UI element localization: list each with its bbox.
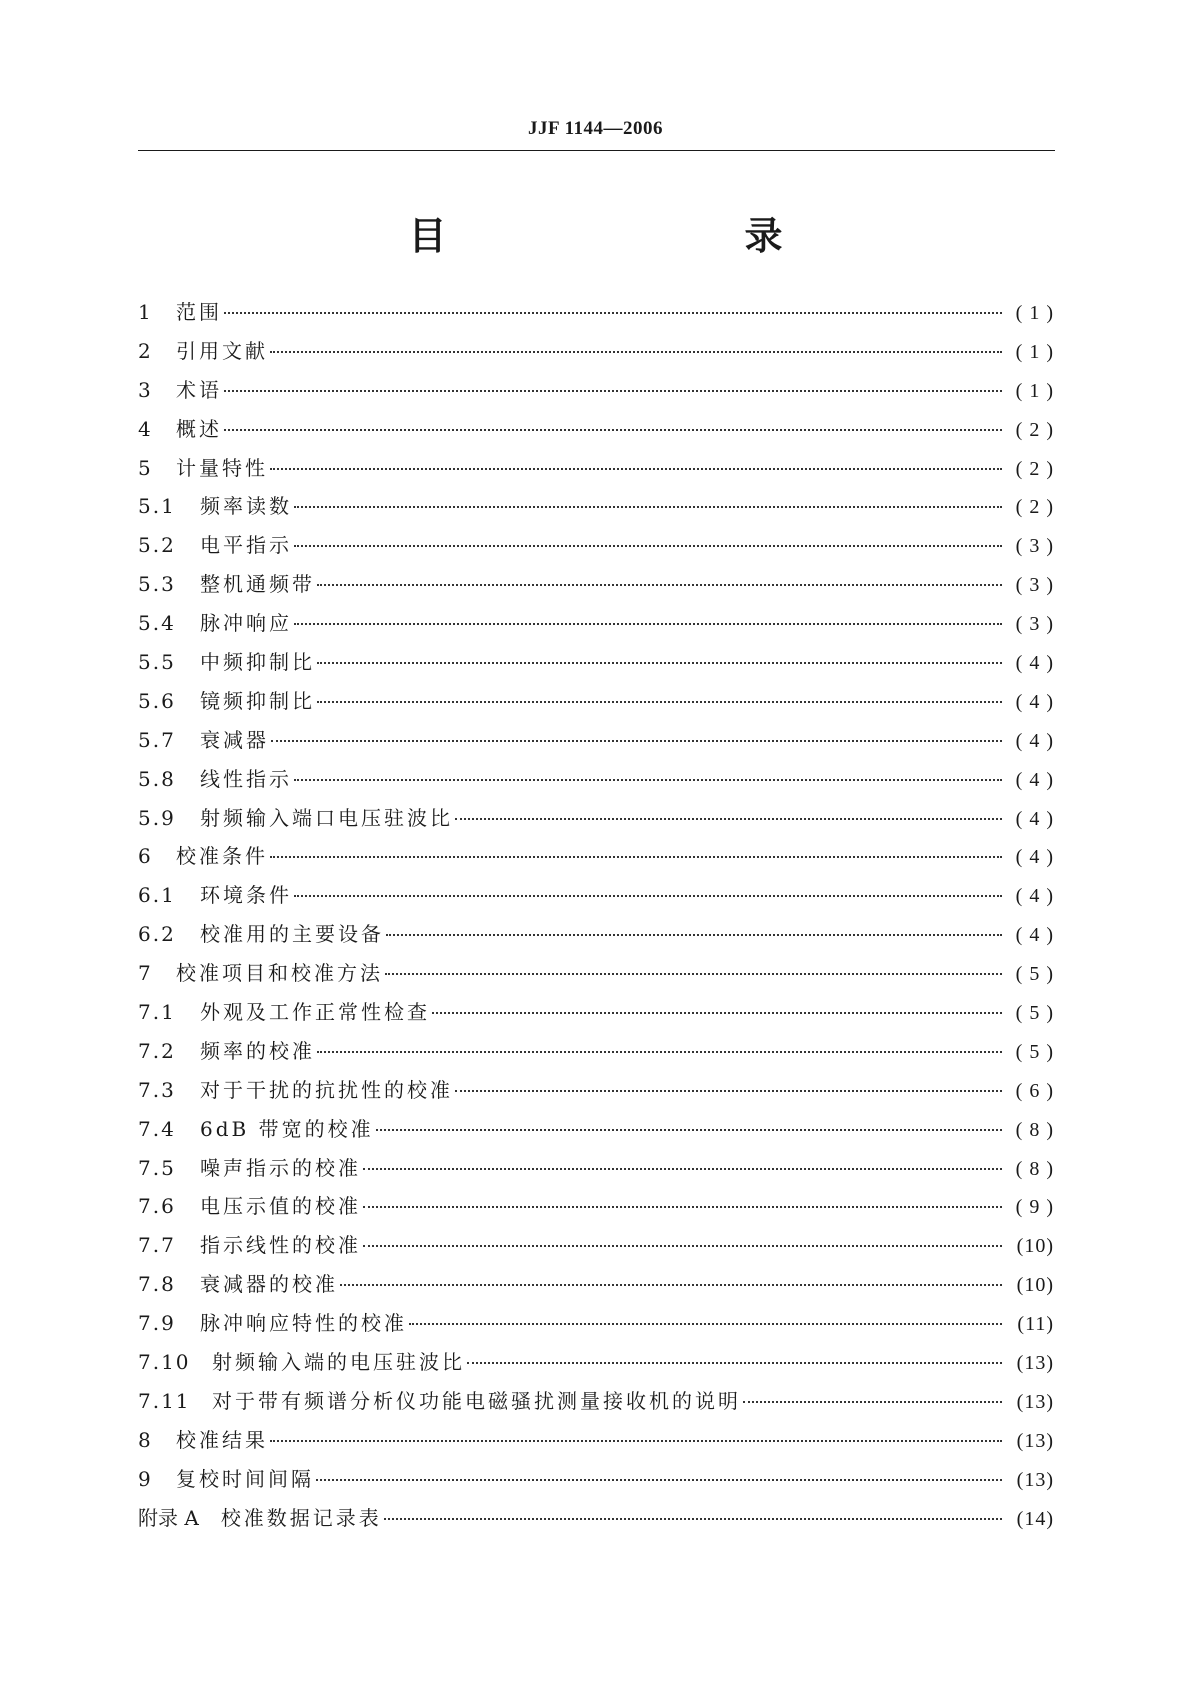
toc-entry[interactable] — [138, 413, 1054, 452]
toc-entry[interactable] — [138, 1346, 1054, 1385]
toc-entry-page: ( 5 ) — [1015, 963, 1054, 986]
toc-entry[interactable] — [138, 452, 1054, 491]
toc-entry-title: 电平指示 — [200, 533, 292, 558]
toc-dot-leader — [455, 1090, 1002, 1092]
toc-entry-page: ( 4 ) — [1015, 885, 1054, 908]
toc-entry-title: 衰减器的校准 — [200, 1272, 338, 1297]
toc-entry-page: (10) — [1016, 1274, 1054, 1297]
toc-dot-leader — [376, 1129, 1002, 1131]
toc-entry-title: 引用文献 — [176, 338, 268, 363]
toc-dot-leader — [386, 934, 1002, 936]
toc-entry-page: ( 1 ) — [1015, 302, 1054, 324]
toc-entry[interactable] — [138, 802, 1054, 841]
toc-entry-page: ( 4 ) — [1015, 846, 1054, 869]
toc-entry-page: ( 1 ) — [1015, 340, 1054, 363]
toc-entry-title: 噪声指示的校准 — [200, 1155, 361, 1180]
toc-dot-leader — [317, 701, 1002, 703]
toc-dot-leader — [363, 1168, 1002, 1170]
toc-entry-page: ( 3 ) — [1015, 535, 1054, 558]
toc-entry[interactable] — [138, 490, 1054, 529]
toc-entry[interactable] — [138, 1424, 1054, 1463]
toc-entry-title: 脉冲响应 — [200, 611, 292, 636]
toc-entry-title: 电压示值的校准 — [200, 1194, 361, 1219]
toc-entry-title: 脉冲响应特性的校准 — [200, 1311, 407, 1336]
toc-entry-page: ( 3 ) — [1015, 613, 1054, 636]
toc-dot-leader — [271, 740, 1002, 742]
toc-dot-leader — [363, 1245, 1002, 1247]
toc-entry[interactable] — [138, 1074, 1054, 1113]
toc-entry[interactable] — [138, 296, 1054, 335]
toc-dot-leader — [409, 1323, 1002, 1325]
toc-dot-leader — [340, 1284, 1002, 1286]
toc-entry-number: 1 — [138, 300, 153, 324]
toc-entry[interactable] — [138, 1035, 1054, 1074]
header-divider — [138, 150, 1055, 151]
toc-entry-title: 6dB 带宽的校准 — [200, 1116, 374, 1141]
toc-dot-leader — [317, 584, 1002, 586]
toc-dot-leader — [294, 506, 1002, 508]
toc-entry-number: 6.2 — [138, 922, 176, 947]
toc-entry-page: ( 2 ) — [1015, 418, 1054, 441]
toc-entry-title: 频率读数 — [200, 494, 292, 519]
toc-entry-number: 9 — [138, 1466, 153, 1491]
toc-entry[interactable] — [138, 1502, 1054, 1541]
toc-dot-leader — [294, 779, 1002, 781]
toc-dot-leader — [385, 973, 1002, 975]
toc-entry-number: 7.1 — [138, 1000, 176, 1025]
toc-entry[interactable] — [138, 840, 1054, 879]
toc-dot-leader — [270, 351, 1002, 353]
toc-entry-page: ( 4 ) — [1015, 652, 1054, 675]
toc-entry-title: 射频输入端口电压驻波比 — [200, 805, 453, 830]
toc-entry-title: 频率的校准 — [200, 1038, 315, 1063]
toc-entry-number: 5.2 — [138, 533, 176, 558]
toc-entry-page: (11) — [1017, 1313, 1054, 1336]
toc-entry-number: 3 — [138, 377, 153, 402]
toc-entry-number: 5.8 — [138, 766, 176, 791]
toc-entry-number: 7.3 — [138, 1077, 176, 1102]
toc-dot-leader — [224, 312, 1002, 314]
table-of-contents — [138, 296, 1054, 1541]
toc-entry-title: 对于带有频谱分析仪功能电磁骚扰测量接收机的说明 — [212, 1388, 741, 1413]
toc-entry-title: 校准数据记录表 — [220, 1505, 382, 1530]
toc-entry-number: 7.4 — [138, 1116, 176, 1141]
toc-entry-number: 7.5 — [138, 1155, 176, 1180]
toc-entry-number: 5.6 — [138, 688, 176, 713]
toc-entry-page: (13) — [1016, 1429, 1054, 1452]
toc-entry[interactable] — [138, 957, 1054, 996]
toc-entry-title: 校准条件 — [176, 844, 268, 869]
toc-entry-title: 范围 — [176, 300, 222, 324]
toc-entry[interactable] — [138, 646, 1054, 685]
toc-entry-number: 8 — [138, 1427, 153, 1452]
toc-entry-number: 4 — [138, 416, 153, 441]
toc-entry-page: (14) — [1016, 1507, 1054, 1530]
toc-dot-leader — [363, 1206, 1002, 1208]
toc-dot-leader — [294, 895, 1002, 897]
toc-entry[interactable] — [138, 879, 1054, 918]
toc-entry-title: 概述 — [176, 416, 222, 441]
toc-entry[interactable] — [138, 1385, 1054, 1424]
toc-entry-title: 对于干扰的抗扰性的校准 — [200, 1077, 453, 1102]
page-title: 目 录 — [408, 214, 857, 258]
toc-entry-page: (13) — [1016, 1390, 1054, 1413]
toc-entry-title: 校准结果 — [176, 1427, 268, 1452]
toc-entry[interactable] — [138, 529, 1054, 568]
toc-dot-leader — [743, 1401, 1002, 1403]
toc-entry[interactable] — [138, 607, 1054, 646]
toc-entry-number: 7.6 — [138, 1194, 176, 1219]
toc-entry[interactable] — [138, 1190, 1054, 1229]
toc-entry-title: 计量特性 — [176, 455, 268, 480]
toc-entry-number: 5 — [138, 455, 153, 480]
toc-dot-leader — [317, 1051, 1002, 1053]
toc-entry[interactable] — [138, 763, 1054, 802]
toc-entry-page: ( 4 ) — [1015, 807, 1054, 830]
toc-entry-page: ( 3 ) — [1015, 574, 1054, 597]
toc-entry-page: ( 5 ) — [1015, 1002, 1054, 1025]
toc-entry-number: 7.11 — [138, 1388, 191, 1413]
toc-entry-page: ( 4 ) — [1015, 690, 1054, 713]
toc-entry-number: 5.4 — [138, 611, 176, 636]
toc-entry-title: 线性指示 — [200, 766, 292, 791]
toc-entry-title: 校准用的主要设备 — [200, 922, 384, 947]
toc-entry-title: 射频输入端的电压驻波比 — [212, 1350, 465, 1375]
toc-entry-title: 指示线性的校准 — [200, 1233, 361, 1258]
toc-dot-leader — [467, 1362, 1002, 1364]
toc-entry[interactable] — [138, 374, 1054, 413]
toc-entry-page: ( 2 ) — [1015, 457, 1054, 480]
toc-entry-page: ( 8 ) — [1015, 1157, 1054, 1180]
toc-entry[interactable] — [138, 1463, 1054, 1502]
toc-entry[interactable] — [138, 918, 1054, 957]
toc-dot-leader — [317, 662, 1002, 664]
toc-dot-leader — [224, 429, 1002, 431]
toc-entry-number: 6 — [138, 844, 153, 869]
toc-entry-page: ( 1 ) — [1015, 379, 1054, 402]
toc-dot-leader — [455, 818, 1002, 820]
document-code: JJF 1144—2006 — [527, 118, 664, 139]
toc-entry-number: 附录 A — [138, 1505, 199, 1530]
toc-entry-page: (13) — [1016, 1352, 1054, 1375]
toc-dot-leader — [316, 1479, 1002, 1481]
toc-dot-leader — [270, 1440, 1002, 1442]
toc-entry[interactable] — [138, 685, 1054, 724]
toc-entry[interactable] — [138, 1152, 1054, 1191]
toc-entry-page: ( 6 ) — [1015, 1079, 1054, 1102]
toc-entry-title: 衰减器 — [200, 727, 269, 752]
toc-entry[interactable] — [138, 1307, 1054, 1346]
toc-dot-leader — [294, 623, 1002, 625]
toc-dot-leader — [224, 390, 1002, 392]
toc-entry[interactable] — [138, 335, 1054, 374]
toc-entry-number: 2 — [138, 338, 153, 363]
toc-entry-number: 5.3 — [138, 572, 176, 597]
toc-entry-page: (10) — [1016, 1235, 1054, 1258]
toc-entry-title: 镜频抑制比 — [200, 688, 315, 713]
toc-entry-number: 7 — [138, 961, 153, 986]
toc-entry-number: 6.1 — [138, 883, 176, 908]
toc-entry-number: 7.7 — [138, 1233, 176, 1258]
toc-dot-leader — [432, 1012, 1002, 1014]
toc-entry-page: ( 5 ) — [1015, 1040, 1054, 1063]
toc-entry-page: ( 8 ) — [1015, 1118, 1054, 1141]
toc-entry-page: ( 4 ) — [1015, 924, 1054, 947]
toc-entry-number: 7.8 — [138, 1272, 176, 1297]
toc-entry-title: 整机通频带 — [200, 572, 315, 597]
toc-entry-number: 5.1 — [138, 494, 176, 519]
toc-entry-number: 5.9 — [138, 805, 176, 830]
toc-entry-title: 术语 — [176, 377, 222, 402]
toc-entry-page: ( 4 ) — [1015, 729, 1054, 752]
toc-entry-page: ( 4 ) — [1015, 768, 1054, 791]
toc-entry-page: ( 9 ) — [1015, 1196, 1054, 1219]
toc-dot-leader — [384, 1518, 1002, 1520]
toc-dot-leader — [294, 545, 1002, 547]
toc-entry-number: 5.5 — [138, 650, 176, 675]
toc-dot-leader — [270, 468, 1002, 470]
toc-entry-title: 校准项目和校准方法 — [176, 961, 383, 986]
toc-entry-title: 环境条件 — [200, 883, 292, 908]
toc-entry[interactable] — [138, 1229, 1054, 1268]
toc-entry[interactable] — [138, 1268, 1054, 1307]
toc-entry-title: 复校时间间隔 — [176, 1466, 314, 1491]
toc-entry-number: 7.10 — [138, 1350, 191, 1375]
toc-entry[interactable] — [138, 1113, 1054, 1152]
toc-entry[interactable] — [138, 996, 1054, 1035]
toc-dot-leader — [270, 856, 1002, 858]
toc-entry-title: 外观及工作正常性检查 — [200, 1000, 430, 1025]
toc-entry-page: ( 2 ) — [1015, 496, 1054, 519]
toc-entry[interactable] — [138, 568, 1054, 607]
toc-entry-number: 7.9 — [138, 1311, 176, 1336]
toc-entry[interactable] — [138, 724, 1054, 763]
toc-entry-title: 中频抑制比 — [200, 650, 315, 675]
toc-entry-number: 7.2 — [138, 1038, 176, 1063]
toc-entry-page: (13) — [1016, 1468, 1054, 1491]
toc-entry-number: 5.7 — [138, 727, 176, 752]
